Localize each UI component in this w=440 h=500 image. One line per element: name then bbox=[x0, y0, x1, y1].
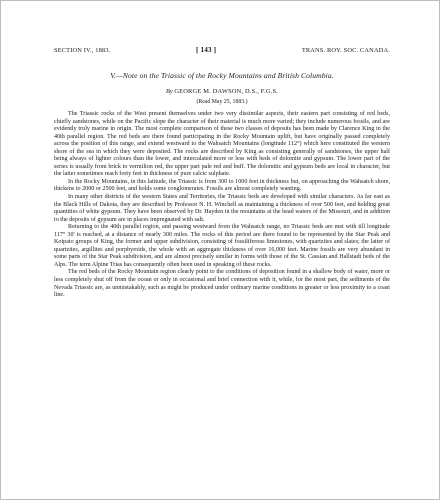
running-header bbox=[54, 46, 390, 55]
section-label: SECTION IV., 1883. bbox=[54, 47, 111, 54]
author-prefix: By bbox=[165, 88, 173, 95]
article-body bbox=[54, 111, 390, 300]
paragraph: In many other districts of the western States and Territories, the Triassic beds are developed with similar characters. As far east as the Black Hills of Dakota, they are described by Professor N. H. Winchell as maintaining a thickness of over 500 feet, and holding great quantities of white gypsum. They have been observed by Dr. Hayden in the mountains at the head waters of the Missouri, and in addition to the deposits of gypsum are in places impregnated with salt. bbox=[54, 194, 390, 223]
paragraph: The red beds of the Rocky Mountain region clearly point to the conditions of deposition found in a shallow body of water, more or less completely shut off from the ocean or only in occasional and brief connection with it, while, for the most part, the sediments of the Nevada Triassic are, as unmistakably, such as might be produced under ordinary marine conditions in greater or less proximity to a coast line. bbox=[54, 269, 390, 299]
paragraph: The Triassic rocks of the West present themselves under two very dissimilar aspects, their eastern part consisting of red beds, chiefly sandstones, while on the Pacific slope the character of their material is much more varied; they include numerous fossils, and are evidently truly marine in origin. The most complete comparison of these two classes of deposits has been made by Clarence King in the 40th parallel region. The red beds are there found participating in the Rocky Mountain uplift, but have originally passed completely across the position of this range, and extend westward to the Wahsatch Mountains (longitude 112°) which here constituted the western shore of the sea in which they were deposited. The rocks are described by King as consisting generally of sandstones, the upper half being always of lighter colours than the lower, and intercalated more or less with beds of dolomite and gypsum. The lower part of the series is usually from brick to vermilion red, the upper part pale red and buff. The dolomitic and gypsum beds are local in character, but the latter sometimes reach forty feet in thickness of pure calcic sulphate. bbox=[54, 111, 390, 178]
paper-page bbox=[54, 46, 390, 300]
author-line bbox=[54, 88, 390, 95]
read-date: (Read May 25, 1883.) bbox=[196, 99, 248, 105]
page-number: [ 143 ] bbox=[195, 46, 217, 54]
paragraph: In the Rocky Mountains, in this latitude, the Triassic is from 300 to 1000 feet in thickness but, on approaching the Wahsatch shore, thickens to 2000 or 2500 feet, and holds some conglomerates. Fossils are almost completely wanting. bbox=[54, 178, 390, 193]
article-title: V.—Note on the Triassic of the Rocky Mountains and British Columbia. bbox=[110, 71, 334, 80]
journal-name: TRANS. ROY. SOC. CANADA. bbox=[301, 47, 390, 54]
author-name: GEORGE M. DAWSON, D.S., F.G.S. bbox=[174, 88, 279, 95]
paragraph: Returning to the 40th parallel region, and passing westward from the Wahsatch range, no Triassic beds are met with till longitude 117° 30' is reached, at a distance of nearly 300 miles. The rocks of this period are there found to be represented by the Star Peak and Koipato groups of King, the former and upper subdivision, consisting of fossiliferous limestones, with quartzites and slates; the latter of quartzites, argillites and porphyroids, the whole with an aggregate thickness of over 16,000 feet. Marine fossils are very abundant in some parts of the Star Peak subdivision, and are almost precisely similar in forms with those of the St. Cassian and Hallstadt beds of the Alps. The term Alpine Trias has consequently often been used in speaking of these rocks. bbox=[54, 224, 390, 268]
